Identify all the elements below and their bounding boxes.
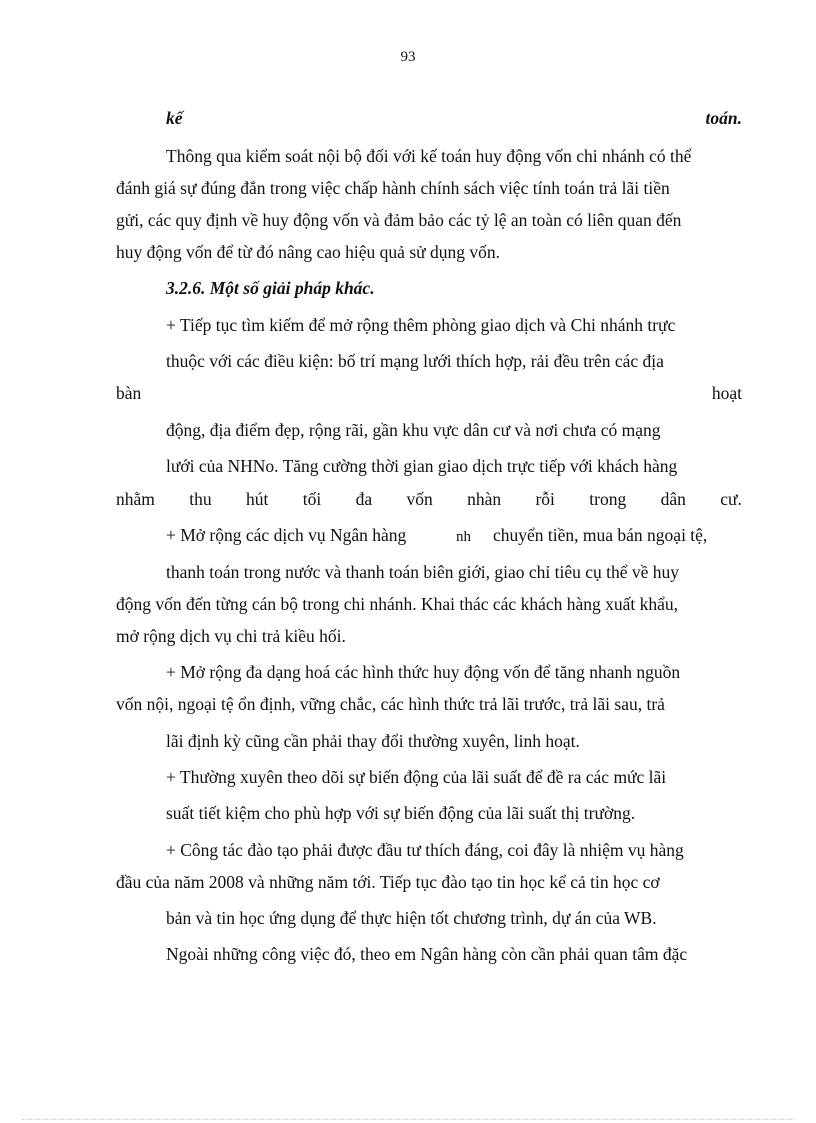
paragraph-line: thuộc với các điều kiện: bố trí mạng lưới thích hợp, rải đều trên các địa [166, 351, 664, 371]
paragraph-line: mở rộng dịch vụ chi trả kiều hối. [116, 626, 346, 646]
page-number: 93 [400, 49, 416, 65]
word: nhàn [467, 489, 502, 509]
page-bottom-divider [22, 1119, 794, 1120]
word: tối [302, 489, 322, 509]
paragraph-line: động vốn đến từng cán bộ trong chi nhánh. Khai thác các khách hàng xuất khẩu, [116, 594, 679, 614]
paragraph-line: + Thường xuyên theo dõi sự biến động của lãi suất để đề ra các mức lãi [166, 767, 667, 787]
paragraph-line: + Mở rộng đa dạng hoá các hình thức huy động vốn để tăng nhanh nguồn [166, 662, 681, 682]
paragraph-line: đánh giá sự đúng đắn trong việc chấp hành chính sách việc tính toán trả lãi tiền [116, 178, 670, 198]
line-justified-ke-toan [166, 107, 742, 129]
paragraph-line: huy động vốn để từ đó nâng cao hiệu quả sử dụng vốn. [116, 242, 500, 262]
paragraph-line: chuyển tiền, mua bán ngoại tệ, [493, 525, 708, 545]
word: toán. [705, 108, 742, 128]
word: cư. [720, 489, 742, 509]
word: dân [660, 489, 686, 509]
paragraph-line: gửi, các quy định về huy động vốn và đảm bảo các tỷ lệ an toàn có liên quan đến [116, 210, 682, 230]
paragraph-line: đầu của năm 2008 và những năm tới. Tiếp tục đào tạo tin học kể cả tin học cơ [116, 872, 660, 892]
section-heading: 3.2.6. Một số giải pháp khác. [166, 278, 375, 298]
paragraph-line: Ngoài những công việc đó, theo em Ngân hàng còn cần phải quan tâm đặc [166, 944, 688, 964]
word: thu [189, 489, 212, 509]
paragraph-line: + Tiếp tục tìm kiếm để mở rộng thêm phòng giao dịch và Chi nhánh trực [166, 315, 676, 335]
word: nhằm [116, 489, 155, 509]
word: hoạt [711, 383, 742, 403]
word: vốn [406, 489, 433, 509]
paragraph-line: bản và tin học ứng dụng để thực hiện tốt chương trình, dự án của WB. [166, 908, 657, 928]
word: bàn [116, 383, 142, 403]
word: kế [166, 108, 183, 128]
stray-fragment: nh [456, 529, 471, 545]
paragraph-line: suất tiết kiệm cho phù hợp với sự biến động của lãi suất thị trường. [166, 803, 636, 823]
paragraph-line: thanh toán trong nước và thanh toán biên giới, giao chỉ tiêu cụ thể về huy [166, 562, 680, 582]
paragraph-line: + Mở rộng các dịch vụ Ngân hàng [166, 525, 407, 545]
line-justified-ban-hoat [116, 382, 742, 404]
paragraph-line: vốn nội, ngoại tệ ổn định, vững chắc, các hình thức trả lãi trước, trả lãi sau, trả [116, 694, 665, 714]
paragraph-line: lưới của NHNo. Tăng cường thời gian giao dịch trực tiếp với khách hàng [166, 456, 678, 476]
word: đa [355, 489, 373, 509]
word: hút [245, 489, 269, 509]
paragraph-line: Thông qua kiểm soát nội bộ đối với kế toán huy động vốn chi nhánh có thể [166, 146, 692, 166]
line-justified-spread [116, 488, 742, 510]
word: rỗi [535, 489, 555, 509]
paragraph-line: lãi định kỳ cũng cần phải thay đổi thường xuyên, linh hoạt. [166, 731, 580, 751]
word: trong [589, 489, 627, 509]
paragraph-line: + Công tác đào tạo phải được đầu tư thích đáng, coi đây là nhiệm vụ hàng [166, 840, 684, 860]
paragraph-line: động, địa điểm đẹp, rộng rãi, gần khu vực dân cư và nơi chưa có mạng [166, 420, 661, 440]
